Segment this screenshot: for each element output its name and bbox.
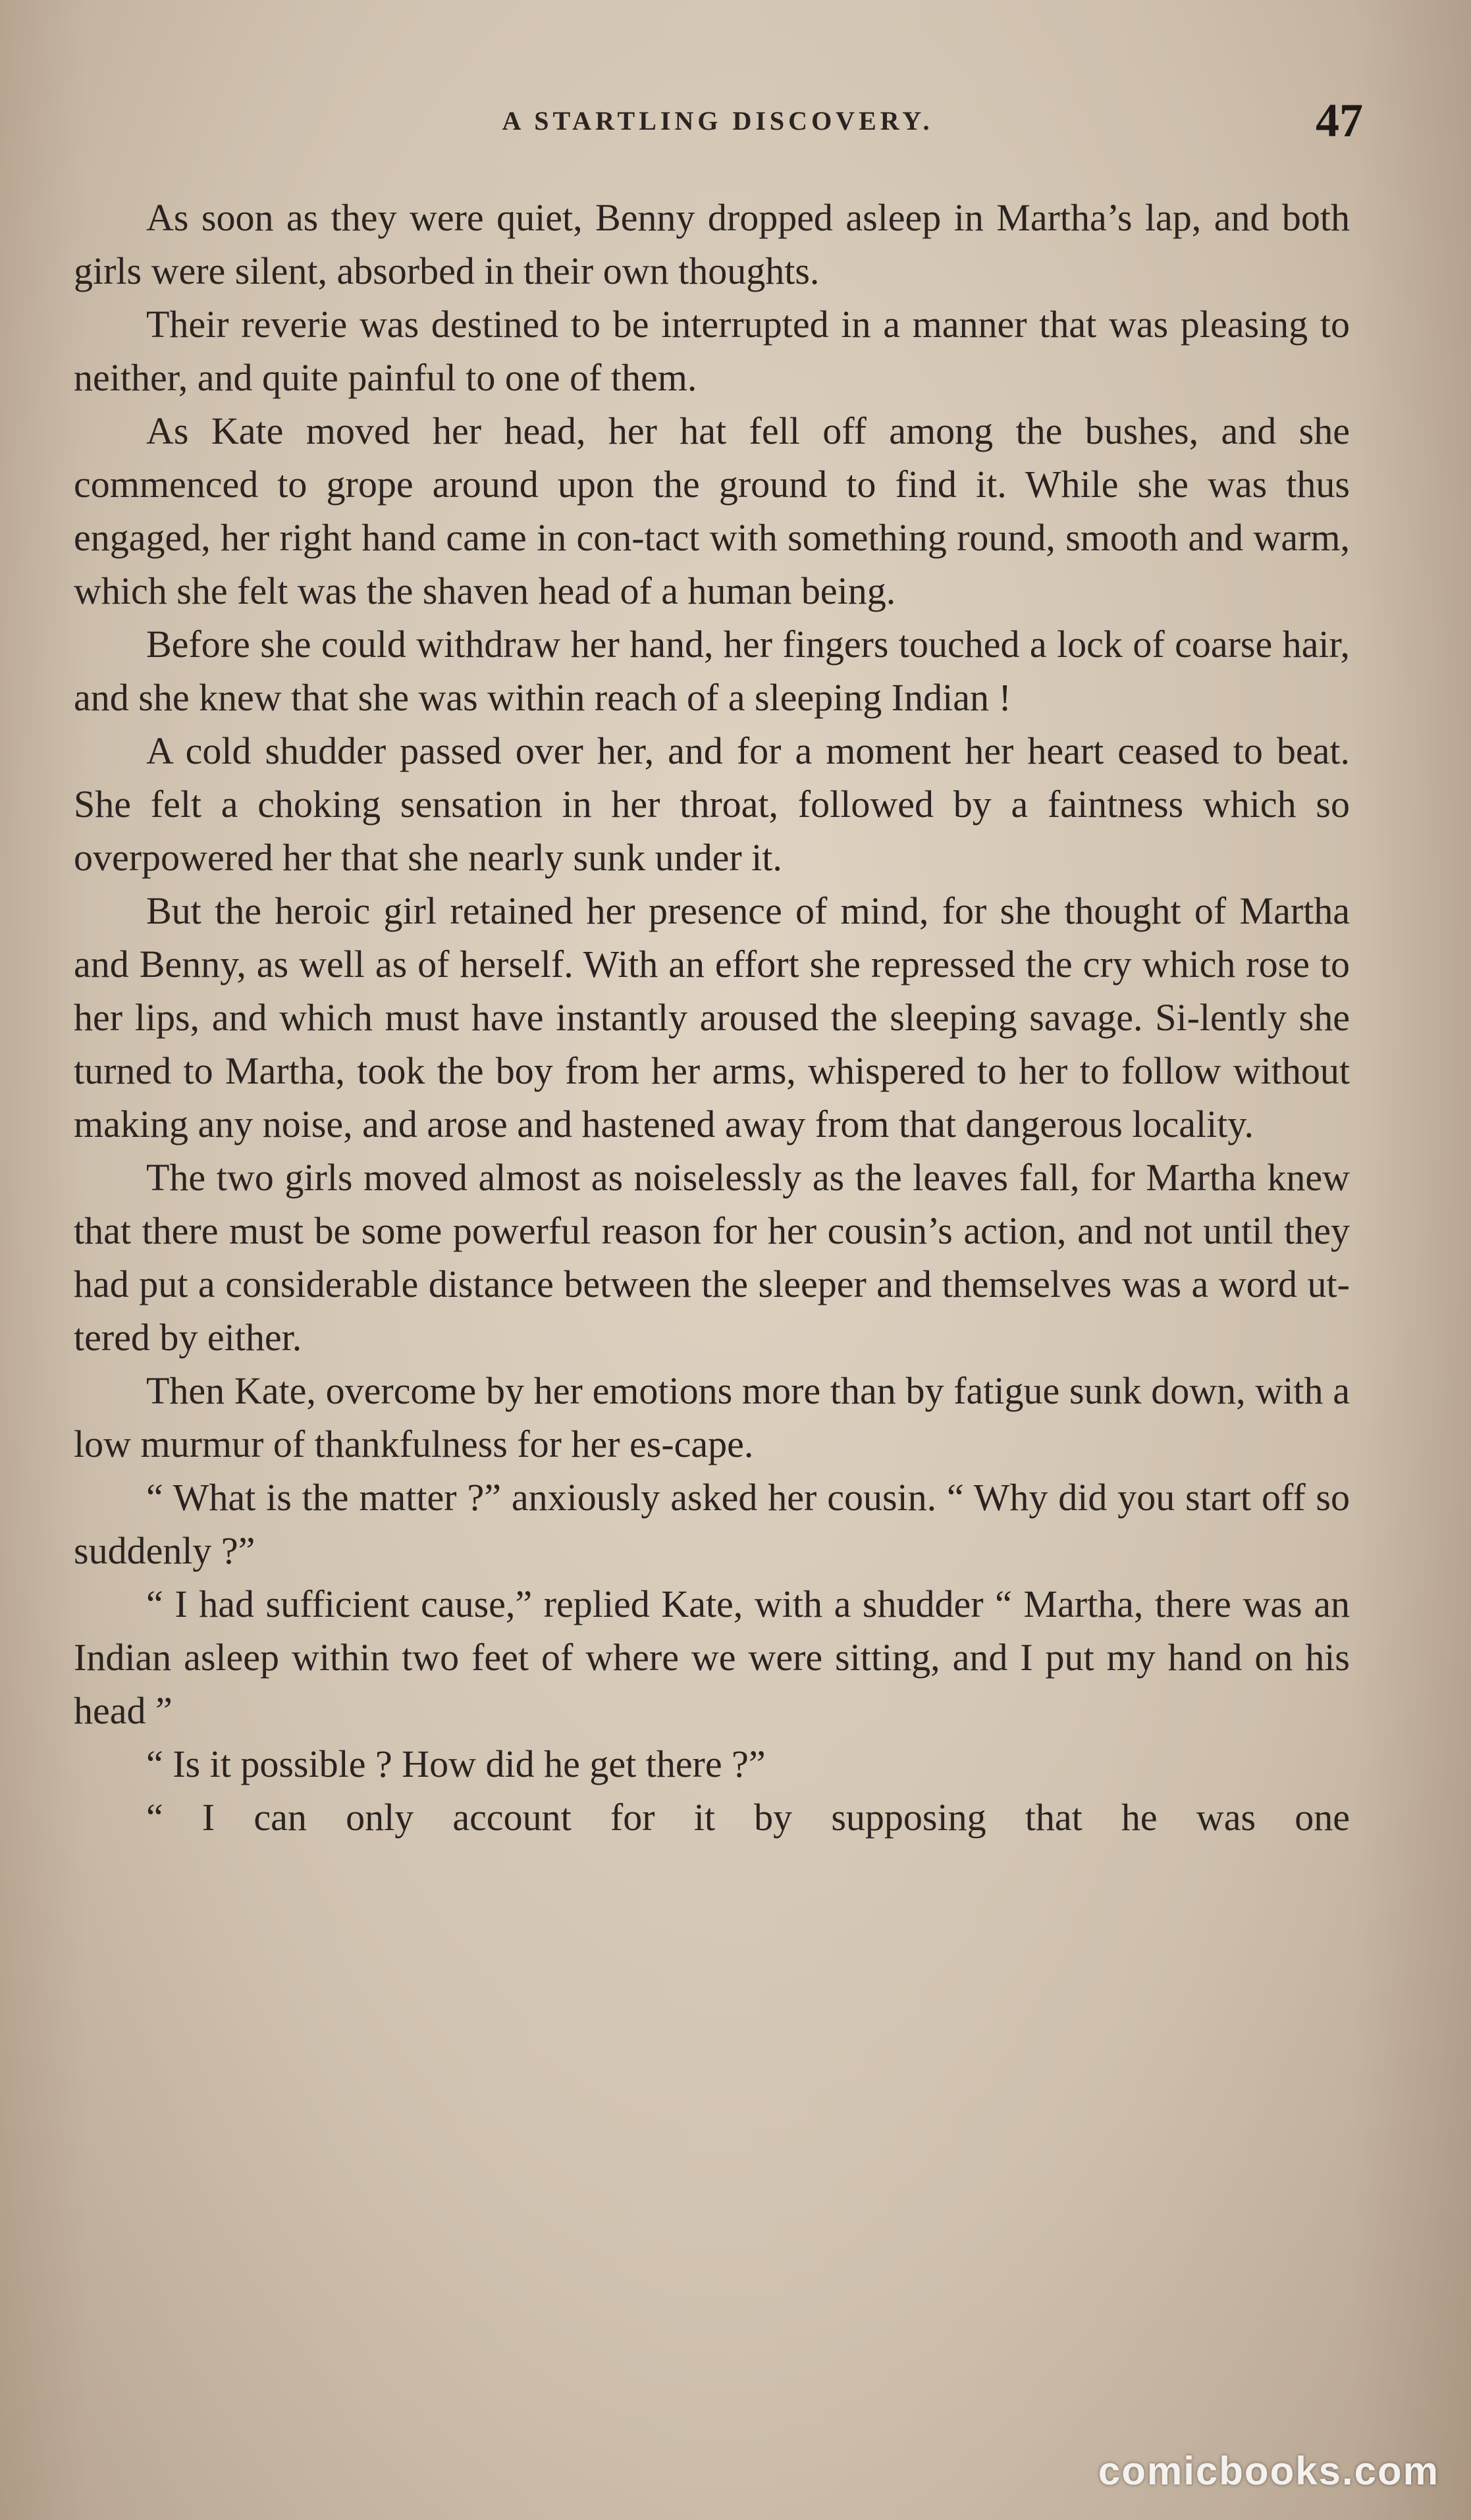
running-head: A STARTLING DISCOVERY.	[502, 106, 934, 136]
paragraph: As soon as they were quiet, Benny dropped asleep in Martha’s lap, and both girls were silent, absorbed in their own thoughts.	[74, 196, 1350, 292]
watermark: comicbooks.com	[1098, 2449, 1439, 2493]
paragraph: As Kate moved her head, her hat fell off among the bushes, and she commenced to grope around upon the ground to find it. While she was thus engaged, her right hand came in con-tact with something round, smooth and warm, which she felt was the shaven head of a human being.	[74, 409, 1350, 612]
paragraph: “ I can only account for it by supposing that he was one	[146, 1796, 1350, 1839]
paragraph: The two girls moved almost as noiselessly as the leaves fall, for Martha knew that there must be some powerful reason for her cousin’s action, and not until they had put a considerable distance between the sleeper and themselves was a word ut-tered by either.	[74, 1156, 1350, 1359]
paragraph: “ Is it possible ? How did he get there ?”	[146, 1743, 766, 1785]
page-header	[72, 94, 1363, 165]
body-text	[74, 191, 1350, 1844]
page-number: 47	[1316, 94, 1363, 147]
paragraph: Then Kate, overcome by her emotions more than by fatigue sunk down, with a low murmur of thankfulness for her es-cape.	[74, 1369, 1350, 1465]
paragraph: “ What is the matter ?” anxiously asked her cousin. “ Why did you start off so suddenly ?”	[74, 1476, 1350, 1572]
paragraph: Their reverie was destined to be interrupted in a manner that was pleasing to neither, and quite painful to one of them.	[74, 303, 1350, 399]
paragraph: A cold shudder passed over her, and for a moment her heart ceased to beat. She felt a choking sensation in her throat, followed by a faintness which so overpowered her that she nearly sunk under it.	[74, 729, 1350, 879]
paragraph: But the heroic girl retained her presence of mind, for she thought of Martha and Benny, as well as of herself. With an effort she repressed the cry which rose to her lips, and which must have instantly aroused the sleeping savage. Si-lently she turned to Martha, took the boy from her arms, whispered to her to follow without making any noise, and arose and hastened away from that dangerous locality.	[74, 889, 1350, 1145]
paragraph: Before she could withdraw her hand, her fingers touched a lock of coarse hair, and she knew that she was within reach of a sleeping Indian !	[74, 623, 1350, 719]
paragraph: “ I had sufficient cause,” replied Kate, with a shudder “ Martha, there was an Indian asleep within two feet of where we were sitting, and I put my hand on his head ”	[74, 1583, 1350, 1732]
